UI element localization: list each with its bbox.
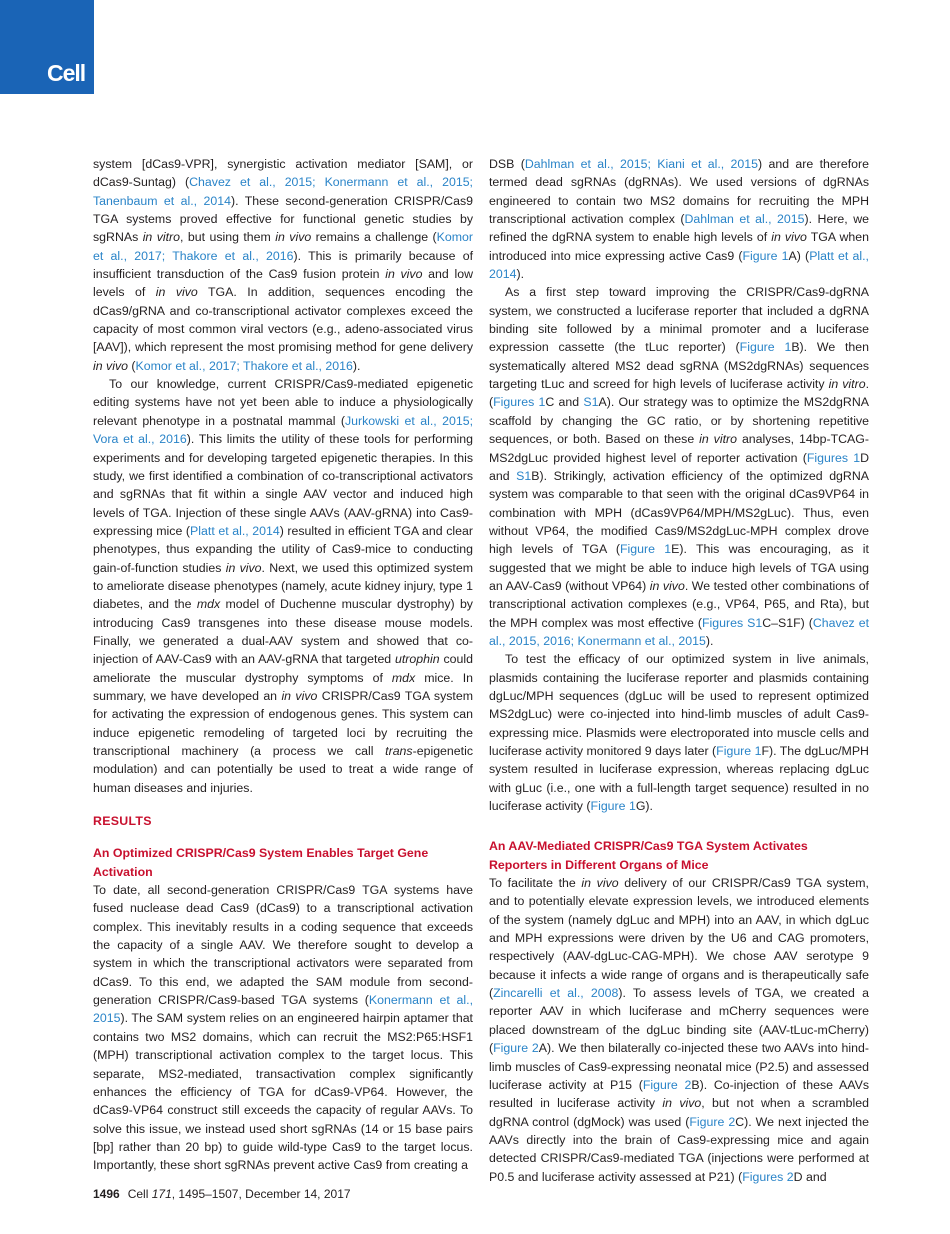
italic-text: utrophin [395,652,440,667]
citation-link[interactable]: Konermann et al., 2015 [93,993,474,1026]
footer-journal: Cell [127,1187,149,1201]
citation-link[interactable]: Jurkowski et al., 2015; Vora et al., 2016 [93,413,473,447]
citation-link[interactable]: S1 [516,468,532,483]
left-paragraph-1: system [dCas9-VPR], synergistic activation mediator [SAM], or dCas9-Suntag) (Chavez et al., 2015; Konermann et al., 2015; Tanenbaum et al., 2014). These second-generation CRISPR/Cas9 TGA systems proved effective for functional genetic studies by sgRNAs in vitro, but using them in vivo remains a challenge (Komor et al., 2017; Thakore et al., 2016). This is primarily because of insufficient transduction of the Cas9 fusion protein in vivo and low levels of in vivo TGA. In addition, sequences encoding the dCas9/gRNA and co-transcriptional activator complexes exceed the capacity of most common viral vectors (e.g., adeno-associated virus [AAV]), which represent the most promising method for gene delivery in vivo (Komor et al., 2017; Thakore et al., 2016). [93,157,474,373]
citation-link[interactable]: Dahlman et al., 2015; Kiani et al., 2015 [524,157,758,171]
right-paragraph-2: As a first step toward improving the CRISPR/Cas9-dgRNA system, we constructed a luciferase reporter that included a dgRNA binding site followed by a minimal promoter and a luciferase expression cassette (the tLuc reporter) (Figure 1B). We then systematically altered MS2 dead sgRNA (MS2dgRNAs) sequences targeting tLuc and screed for high levels of luciferase activity in vitro. (Figures 1C and S1A). Our strategy was to optimize the MS2dgRNA scaffold by changing the GC ratio, or by shortening repetitive sequences, or both. Based on these in vitro analyses, 14bp-TCAG-MS2dgLuc provided highest level of reporter activation (Figures 1D and S1B). Strikingly, activation efficiency of the optimized dgRNA system was comparable to that seen with the original dCas9VP64 in combination with MPH (dCas9VP64/MPH/MS2gLuc). Thus, even without VP64, the modified Cas9/MS2dgLuc-MPH complex drove high levels of TGA (Figure 1E). This was encouraging, as it suggested that we might be able to induce high levels of TGA using an AAV-Cas9 (without VP64) in vivo. We tested other combinations of transcriptional activation complexes (e.g., VP64, P65, and Rta), but the MPH complex was most effective (Figures S1C–S1F) (Chavez et al., 2015, 2016; Konermann et al., 2015). [489,285,870,648]
citation-link[interactable]: Platt et al., 2014 [190,523,280,538]
citation-link[interactable]: Figure 1 [716,744,762,758]
section-subheading-1: An Optimized CRISPR/Cas9 System Enables Target Gene Activation [93,846,429,879]
right-paragraph-3: To test the efficacy of our optimized system in live animals, plasmids containing the luciferase reporter and plasmids containing dgLuc/MPH sequences (dgLuc will be used to represent optimized MS2dgLuc) were co-injected into hind-limb muscles of adult Cas9-expressing mice. Plasmids were electroporated into muscle cells and luciferase activity monitored 9 days later (Figure 1F). The dgLuc/MPH system resulted in luciferase expression, whereas replacing dgLuc with gLuc (i.e., one with a full-length target sequence) resulted in no luciferase activity (Figure 1G). [489,652,869,814]
citation-link[interactable]: Komor et al., 2017; Thakore et al., 2016 [135,358,353,373]
italic-text: in vivo [662,1096,702,1111]
italic-text: in vivo [385,267,423,282]
citation-link[interactable]: Figure 1 [619,542,672,557]
italic-text: in vivo [225,560,262,575]
page-footer [93,1187,351,1201]
left-paragraph-2: To our knowledge, current CRISPR/Cas9-mediated epigenetic editing systems have not yet been able to induce a physiologically relevant phenotype in a postnatal mammal (Jurkowski et al., 2015; Vora et al., 2016). This limits the utility of these tools for performing experiments and for developing targeted epigenetic therapies. In this study, we first identified a combination of co-transcriptional activators and sgRNAs that fit within a single AAV vector and induced high levels of TGA. Injection of these single AAVs (AAV-gRNA) into Cas9-expressing mice (Platt et al., 2014) resulted in efficient TGA and clear phenotypes, thus expanding the utility of Cas9-mice to conducting gain-of-function studies in vivo. Next, we used this optimized system to ameliorate disease phenotypes (namely, acute kidney injury, type 1 diabetes, and the mdx model of Duchenne muscular dystrophy) by introducing Cas9 transgenes into these disease mouse models. Finally, we generated a dual-AAV system and showed that co-injection of AAV-Cas9 with an AAV-gRNA that targeted utrophin could ameliorate the muscular dystrophy symptoms of mdx mice. In summary, we have developed an in vivo CRISPR/Cas9 TGA system for activating the expression of endogenous genes. This system can induce epigenetic remodeling of targeted loci by recruiting the transcriptional machinery (a process we call trans-epigenetic modulation) and can potentially be used to treat a wide range of human diseases and injuries. [93,377,473,795]
footer-volume: 171 [151,1187,172,1201]
italic-text: in vitro [828,377,866,392]
italic-text: mdx [391,670,416,685]
citation-link[interactable]: Figure 2 [689,1114,736,1129]
section-subheading-2: An AAV-Mediated CRISPR/Cas9 TGA System Activates Reporters in Different Organs of Mice [489,839,808,872]
italic-text: in vivo [771,230,807,245]
italic-text: in vivo [275,230,312,245]
italic-text: in vitro [699,432,737,447]
citation-link[interactable]: Chavez et al., 2015; Konermann et al., 2015; Tanenbaum et al., 2014 [93,175,473,208]
citation-link[interactable]: Komor et al., 2017; Thakore et al., 2016 [93,230,473,263]
italic-text: in vivo [93,358,128,373]
citation-link[interactable]: Figures S1 [702,615,763,630]
journal-logo [0,0,94,94]
journal-logo-text: Cell [47,60,86,86]
citation-link[interactable]: Dahlman et al., 2015 [684,212,805,227]
page-number: 1496 [93,1187,120,1201]
italic-text: in vitro [142,230,181,245]
citation-link[interactable]: Zincarelli et al., 2008 [493,986,619,1001]
italic-text: in vivo [155,285,198,300]
citation-link[interactable]: Figures 1 [806,450,861,465]
italic-text: in vivo [581,876,619,891]
right-paragraph-1: DSB (Dahlman et al., 2015; Kiani et al., 2015) and are therefore termed dead sgRNAs (dgRNAs). We used versions of dgRNAs engineered to contain two MS2 domains for recruiting the MPH transcriptional activation complex (Dahlman et al., 2015). Here, we refined the dgRNA system to enable high levels of in vivo TGA when introduced into mice expressing active Cas9 (Figure 1A) (Platt et al., 2014). [489,157,869,282]
left-paragraph-3: To date, all second-generation CRISPR/Cas9 TGA systems have fused nuclease dead Cas9 (dCas9) to a transcriptional activation complex. This inevitably results in a coding sequence that exceeds the capacity of a single AAV. We therefore sought to develop a system in which the transcriptional activators were separated from dCas9. To this end, we adapted the SAM module from second-generation CRISPR/Cas9-based TGA systems (Konermann et al., 2015). The SAM system relies on an engineered hairpin aptamer that contains two MS2 domains, which can recruit the MS2:P65:HSF1 (MPH) transcriptional activation complex to the target locus. This separate, MS2-mediated, transactivation complex significantly enhances the efficiency of TGA for dCas9-VP64. However, the dCas9-VP64 construct still exceeds the capacity of regular AAVs. To solve this issue, we instead used short sgRNAs (14 or 15 base pairs [bp] rather than 20 bp) to guide wild-type Cas9 to the target locus. Importantly, these short sgRNAs prevent active Cas9 from creating a [93,883,474,1173]
citation-link[interactable]: Figures 1 [493,395,546,410]
citation-link[interactable]: Figure 1 [742,248,789,263]
italic-text: in vivo [649,578,685,593]
footer-citation: , 1495–1507, December 14, 2017 [171,1187,351,1201]
results-heading: RESULTS [93,814,152,829]
left-column [93,155,473,1175]
citation-link[interactable]: Chavez et al., 2015, 2016; Konermann et al., 2015 [489,615,870,648]
italic-text: mdx [196,597,221,612]
citation-link[interactable]: Platt et al., 2014 [489,248,869,282]
citation-link[interactable]: S1 [583,395,599,410]
citation-link[interactable]: Figure 1 [739,340,792,355]
citation-link[interactable]: Figures 2 [742,1169,794,1184]
right-column [489,155,869,1186]
right-paragraph-4: To facilitate the in vivo delivery of our CRISPR/Cas9 TGA system, and to potentially elevate expression levels, we introduced elements of the system (namely dgLuc and MPH) into an AAV, in which dgLuc and MPH expressions were driven by the U6 and CAG promoters, respectively (AAV-dgLuc-CAG-MPH). We chose AAV serotype 9 because it infects a wide range of organs and is therapeutically safe (Zincarelli et al., 2008). To assess levels of TGA, we created a reporter AAV in which luciferase and mCherry sequences were placed downstream of the dgLuc binding site (AAV-tLuc-mCherry) (Figure 2A). We then bilaterally co-injected these two AAVs into hind-limb muscles of Cas9-expressing neonatal mice (P2.5) and assessed luciferase activity at P15 (Figure 2B). Co-injection of these AAVs resulted in luciferase activity in vivo, but not when a scrambled dgRNA control (dgMock) was used (Figure 2C). We next injected the AAVs directly into the brain of Cas9-expressing mice and again detected CRISPR/Cas9-mediated TGA (injections were performed at P0.5 and luciferase activity assessed at P21) (Figures 2D and [489,876,869,1184]
citation-link[interactable]: Figure 2 [493,1041,539,1056]
italic-text: trans [385,744,413,758]
citation-link[interactable]: Figure 2 [642,1077,692,1092]
italic-text: in vivo [281,688,318,703]
citation-link[interactable]: Figure 1 [590,799,636,814]
